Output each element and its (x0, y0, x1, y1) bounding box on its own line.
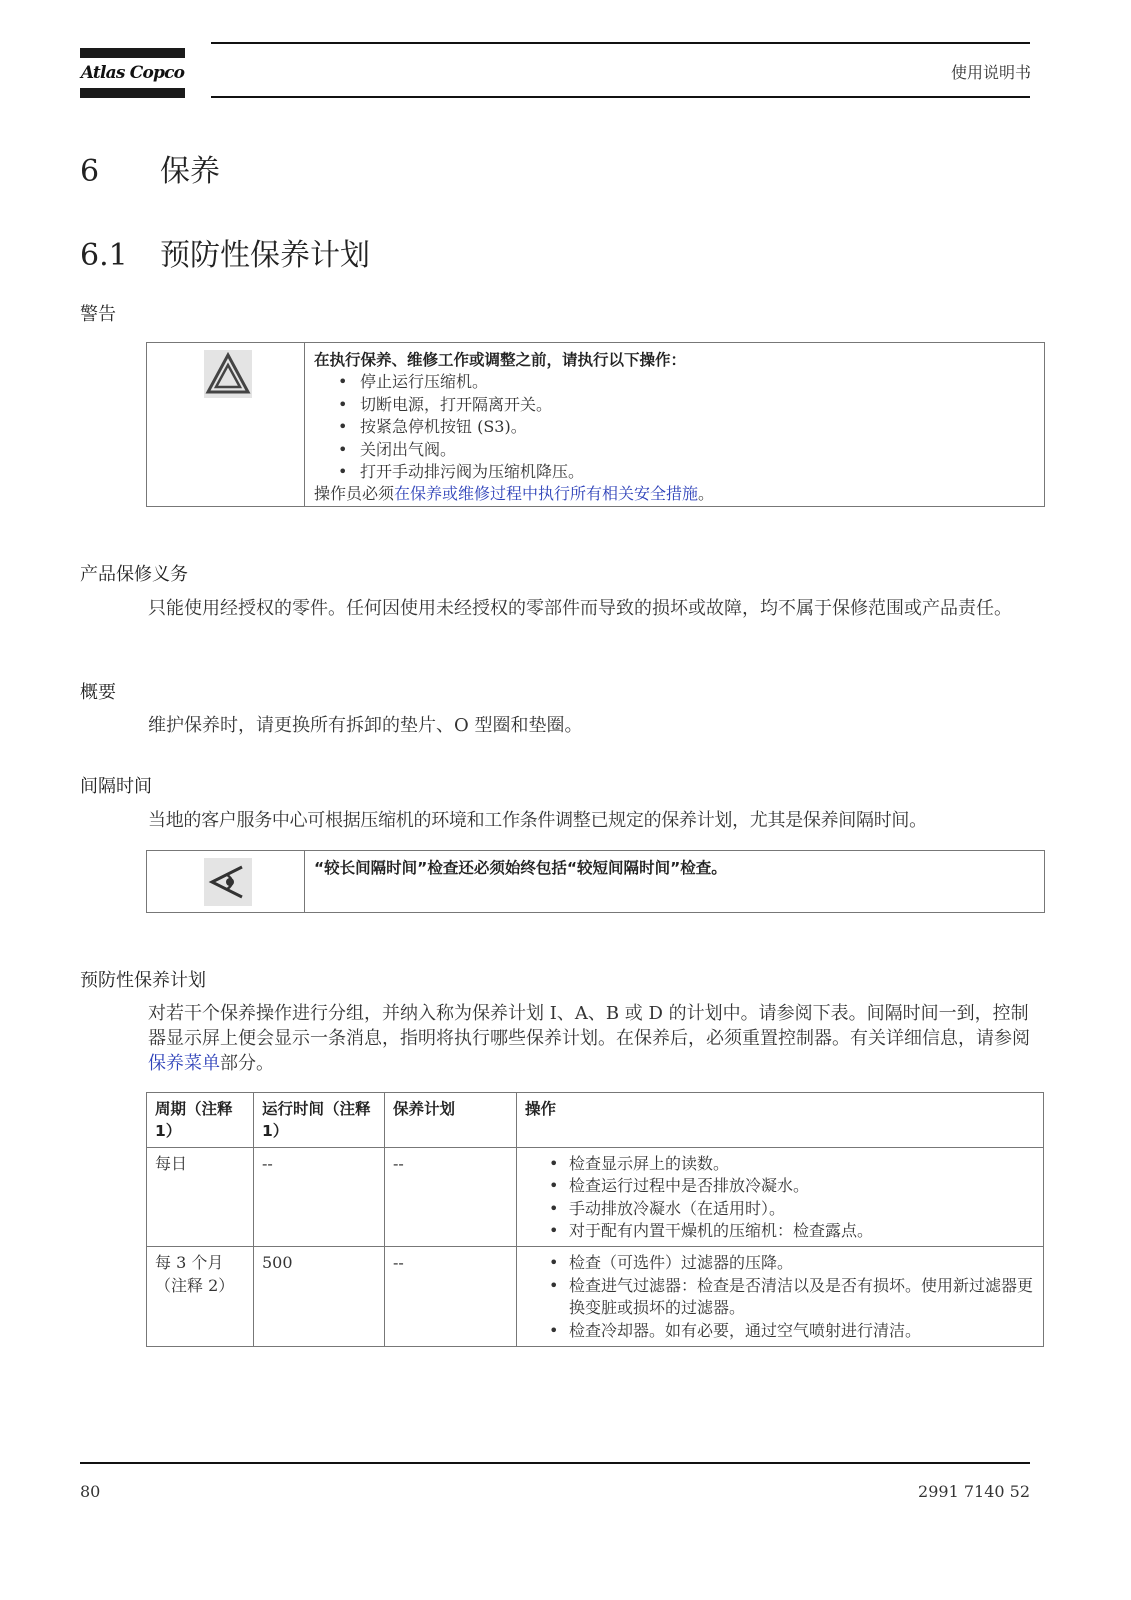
interval-note-text (314, 857, 1034, 879)
cell-actions (517, 1247, 1044, 1347)
cell-period: 每日 (147, 1147, 254, 1247)
footer-rule (80, 1462, 1030, 1464)
list-item: • 检查进气过滤器：检查是否清洁以及是否有损坏。使用新过滤器更换变脏或损坏的过滤器。 (549, 1275, 1035, 1320)
service-menu-link[interactable]: 保养菜单 (148, 1053, 220, 1074)
action-list (525, 1252, 1035, 1342)
logo-wordmark: Atlas Copco (80, 63, 185, 83)
eye-note-icon (204, 858, 252, 906)
atlas-copco-logo (80, 48, 185, 100)
logo-bottom-bar (80, 88, 185, 98)
cell-plan: -- (385, 1147, 517, 1247)
header-service-plan: 保养计划 (385, 1093, 517, 1148)
warning-footer (314, 483, 1034, 505)
warning-triangle-icon (204, 350, 252, 398)
header-top-rule (211, 42, 1030, 44)
list-item: • 手动排放冷凝水（在适用时）。 (549, 1198, 1035, 1220)
table-header-row (147, 1093, 1044, 1148)
interval-text: 当地的客户服务中心可根据压缩机的环境和工作条件调整已规定的保养计划，尤其是保养间隔时间。 (148, 810, 927, 831)
list-item: • 打开手动排污阀为压缩机降压。 (338, 461, 1034, 483)
header-running-hours: 运行时间（注释 1） (254, 1093, 385, 1148)
list-item: • 检查冷却器。如有必要，通过空气喷射进行清洁。 (549, 1320, 1035, 1342)
list-item: • 按紧急停机按钮 (S3)。 (338, 416, 1034, 438)
interval-heading: 间隔时间 (80, 776, 152, 797)
list-item: • 检查显示屏上的读数。 (549, 1153, 1035, 1175)
header-bottom-rule (211, 96, 1030, 98)
maintenance-schedule-table (146, 1092, 1044, 1347)
plan-text-suffix: 部分。 (220, 1053, 274, 1074)
chapter-title: 保养 (160, 154, 220, 189)
plan-heading: 预防性保养计划 (80, 970, 206, 991)
warning-heading: 警告 (80, 304, 116, 325)
cell-hours: -- (254, 1147, 385, 1247)
page-number: 80 (80, 1482, 101, 1501)
section-title: 预防性保养计划 (160, 238, 370, 273)
note-icon-cell (147, 851, 305, 912)
table-row (147, 1147, 1044, 1247)
table-row (147, 1247, 1044, 1347)
cell-hours: 500 (254, 1247, 385, 1347)
warning-box (146, 342, 1045, 507)
plan-text-prefix: 对若干个保养操作进行分组，并纳入称为保养计划 I、A、B 或 D 的计划中。请参阅下表。间隔时间一到，控制器显示屏上便会显示一条消息，指明将执行哪些保养计划。在保养后，必须重置控制器。有关详细信息，请参阅 (148, 1003, 1030, 1049)
list-item: • 检查运行过程中是否排放冷凝水。 (549, 1175, 1035, 1197)
document-number: 2991 7140 52 (918, 1482, 1030, 1501)
warning-footer-suffix: 。 (698, 484, 715, 504)
cell-plan: -- (385, 1247, 517, 1347)
section-heading (80, 230, 370, 274)
safety-measures-link[interactable]: 在保养或维修过程中执行所有相关安全措施 (394, 484, 699, 504)
warning-text (314, 349, 1034, 506)
list-item: • 检查（可选件）过滤器的压降。 (549, 1252, 1035, 1274)
header-period: 周期（注释 1） (147, 1093, 254, 1148)
warranty-heading: 产品保修义务 (80, 564, 188, 585)
plan-text (148, 1001, 1033, 1076)
cell-period: 每 3 个月（注释 2） (147, 1247, 254, 1347)
action-list (525, 1153, 1035, 1243)
list-item: • 关闭出气阀。 (338, 439, 1034, 461)
header-action: 操作 (517, 1093, 1044, 1148)
overview-text: 维护保养时，请更换所有拆卸的垫片、O 型圈和垫圈。 (148, 715, 583, 736)
list-item: • 停止运行压缩机。 (338, 371, 1034, 393)
chapter-number: 6 (80, 154, 100, 189)
document-type-label: 使用说明书 (950, 63, 1031, 82)
warning-footer-prefix: 操作员必须 (314, 484, 395, 504)
chapter-heading (80, 146, 220, 190)
warning-icon-cell (147, 343, 305, 506)
list-item: • 对于配有内置干燥机的压缩机：检查露点。 (549, 1220, 1035, 1242)
section-number: 6.1 (80, 238, 128, 273)
warranty-text: 只能使用经授权的零件。任何因使用未经授权的零部件而导致的损坏或故障，均不属于保修范围或产品责任。 (148, 598, 1012, 619)
interval-note: “较长间隔时间”检查还必须始终包括“较短间隔时间”检查。 (314, 859, 727, 877)
list-item: • 切断电源，打开隔离开关。 (338, 394, 1034, 416)
warning-lead: 在执行保养、维修工作或调整之前，请执行以下操作： (314, 351, 687, 369)
logo-top-bar (80, 48, 185, 58)
interval-note-box (146, 850, 1045, 913)
warning-list (314, 371, 1034, 483)
overview-heading: 概要 (80, 682, 116, 703)
cell-actions (517, 1147, 1044, 1247)
